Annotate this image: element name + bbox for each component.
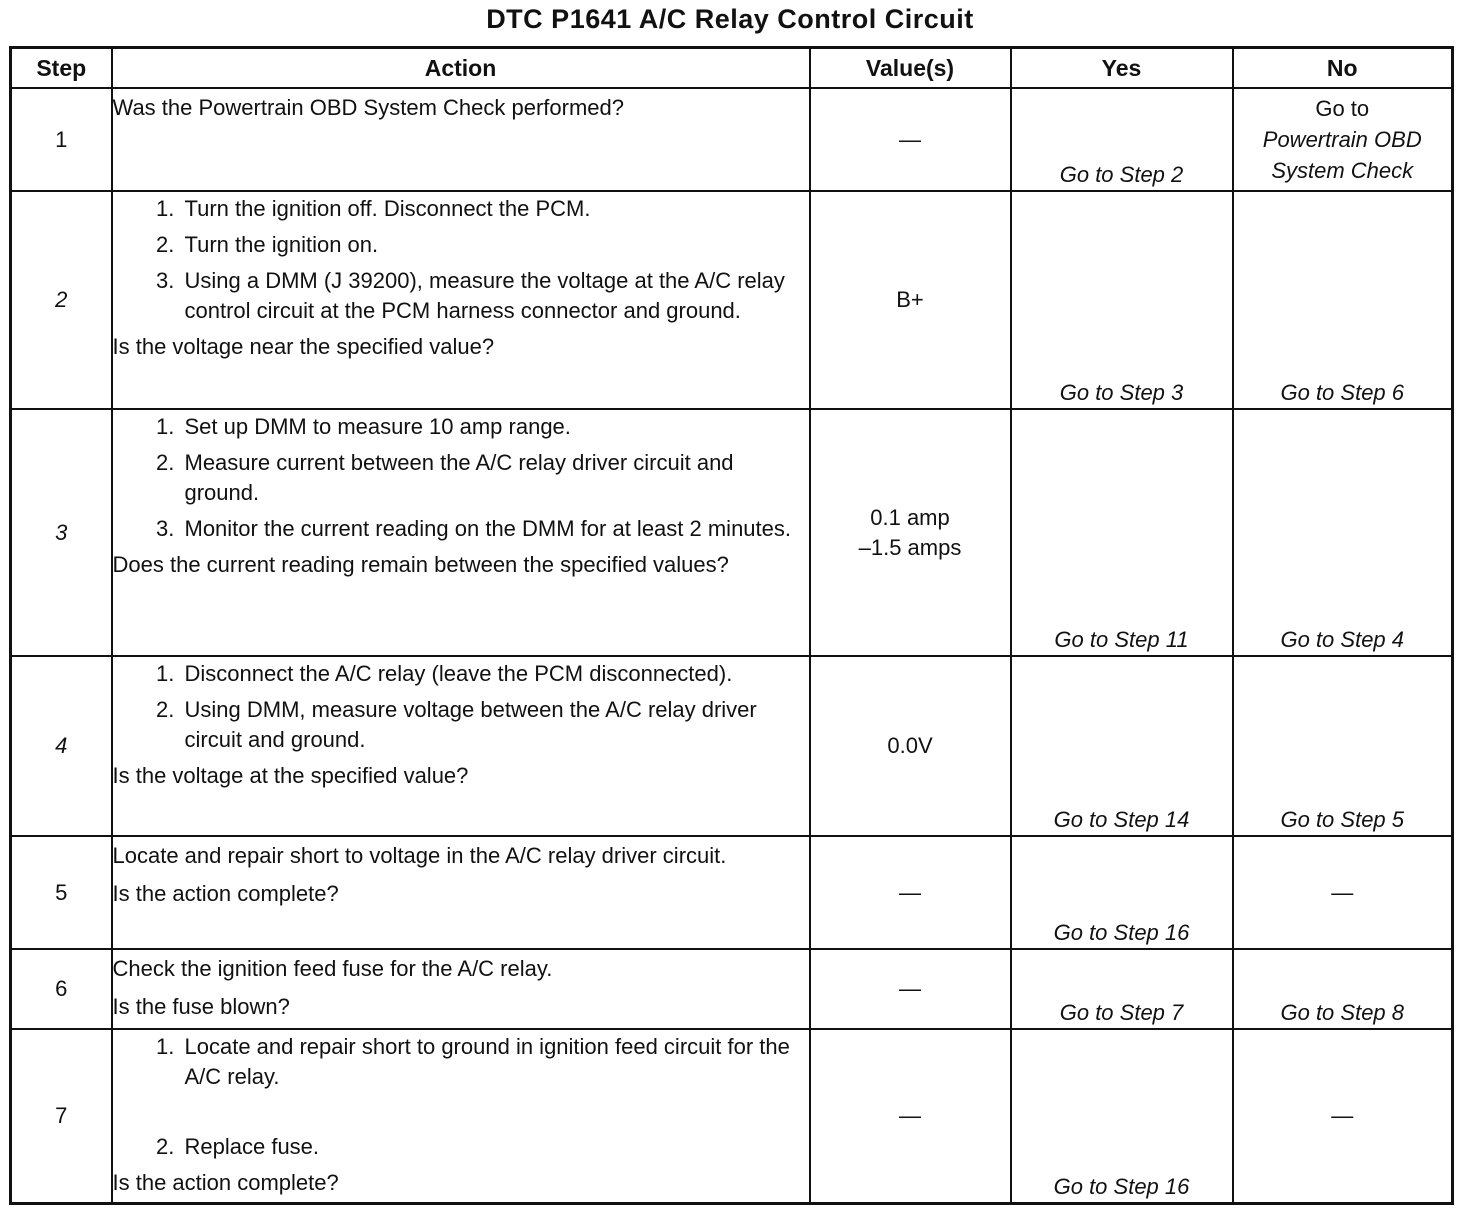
step-number: 6 xyxy=(11,949,112,1029)
step-number: 3 xyxy=(11,409,112,656)
no-link[interactable]: Go to Step 4 xyxy=(1233,409,1453,656)
yes-link[interactable]: Go to Step 16 xyxy=(1011,1029,1233,1203)
yes-link[interactable]: Go to Step 11 xyxy=(1011,409,1233,656)
yes-link[interactable]: Go to Step 3 xyxy=(1011,191,1233,409)
action-cell xyxy=(112,191,810,409)
value-cell: 0.0V xyxy=(810,656,1011,836)
action-cell xyxy=(112,88,810,191)
action-question: Is the action complete? xyxy=(112,1170,339,1195)
action-cell xyxy=(112,949,810,1029)
value-line1: 0.1 amp xyxy=(870,504,950,530)
diagnostic-table xyxy=(9,46,1454,1205)
value-cell: — xyxy=(810,88,1011,191)
action-step-item: 1. Locate and repair short to ground in ignition feed circuit for the A/C relay. xyxy=(181,1032,809,1092)
step-number: 4 xyxy=(11,656,112,836)
action-cell xyxy=(112,656,810,836)
table-row xyxy=(11,88,1453,191)
value-cell xyxy=(810,409,1011,656)
action-step-item: 1. Disconnect the A/C relay (leave the PCM disconnected). xyxy=(181,659,809,689)
step-number: 2 xyxy=(11,191,112,409)
value-line2: –1.5 amps xyxy=(858,534,962,560)
action-step-item: 3. Using a DMM (J 39200), measure the voltage at the A/C relay control circuit at the PCM harness connector and ground. xyxy=(181,266,809,326)
yes-link[interactable]: Go to Step 16 xyxy=(1011,836,1233,949)
action-cell xyxy=(112,409,810,656)
action-steps xyxy=(113,1032,809,1162)
action-text: Locate and repair short to voltage in the A/C relay driver circuit. xyxy=(112,843,727,868)
action-cell xyxy=(112,836,810,949)
action-step-item: 1. Set up DMM to measure 10 amp range. xyxy=(181,412,809,442)
no-link-line2: Powertrain OBD xyxy=(1262,127,1422,152)
action-question: Is the voltage near the specified value? xyxy=(112,334,495,359)
no-link-line1: Go to xyxy=(1315,96,1370,121)
table-row xyxy=(11,949,1453,1029)
table-row xyxy=(11,191,1453,409)
action-question: Is the fuse blown? xyxy=(112,994,290,1019)
step-number: 1 xyxy=(11,88,112,191)
step-number: 5 xyxy=(11,836,112,949)
action-steps xyxy=(113,412,809,544)
page-title: DTC P1641 A/C Relay Control Circuit xyxy=(486,4,974,34)
no-link-line3: System Check xyxy=(1271,158,1414,183)
action-step-item: 1. Turn the ignition off. Disconnect the PCM. xyxy=(181,194,809,224)
action-text: Check the ignition feed fuse for the A/C relay. xyxy=(112,956,553,981)
action-step-item: 2. Turn the ignition on. xyxy=(181,230,809,260)
header-values: Value(s) xyxy=(810,48,1011,89)
table-row xyxy=(11,1029,1453,1203)
action-question: Was the Powertrain OBD System Check performed? xyxy=(112,95,624,120)
header-yes: Yes xyxy=(1011,48,1233,89)
no-cell: — xyxy=(1233,836,1453,949)
action-steps xyxy=(113,194,809,326)
value-cell: — xyxy=(810,949,1011,1029)
no-cell[interactable] xyxy=(1233,88,1453,191)
value-cell: — xyxy=(810,1029,1011,1203)
table-row xyxy=(11,409,1453,656)
yes-link[interactable]: Go to Step 2 xyxy=(1011,88,1233,191)
action-step-item: 2. Replace fuse. xyxy=(181,1132,809,1162)
table-row xyxy=(11,836,1453,949)
header-action: Action xyxy=(112,48,810,89)
header-step: Step xyxy=(11,48,112,89)
value-cell: B+ xyxy=(810,191,1011,409)
action-question: Is the action complete? xyxy=(112,881,339,906)
action-steps xyxy=(113,659,809,755)
yes-link[interactable]: Go to Step 14 xyxy=(1011,656,1233,836)
action-question: Does the current reading remain between the specified values? xyxy=(112,552,729,577)
header-no: No xyxy=(1233,48,1453,89)
yes-link[interactable]: Go to Step 7 xyxy=(1011,949,1233,1029)
header-row xyxy=(11,48,1453,89)
table-row xyxy=(11,656,1453,836)
action-step-item: 3. Monitor the current reading on the DMM for at least 2 minutes. xyxy=(181,514,809,544)
action-question: Is the voltage at the specified value? xyxy=(112,763,469,788)
no-link[interactable]: Go to Step 5 xyxy=(1233,656,1453,836)
step-number: 7 xyxy=(11,1029,112,1203)
no-link[interactable]: Go to Step 6 xyxy=(1233,191,1453,409)
action-cell xyxy=(112,1029,810,1203)
no-link[interactable]: Go to Step 8 xyxy=(1233,949,1453,1029)
no-cell: — xyxy=(1233,1029,1453,1203)
value-cell: — xyxy=(810,836,1011,949)
action-step-item: 2. Using DMM, measure voltage between the A/C relay driver circuit and ground. xyxy=(181,695,809,755)
action-step-item: 2. Measure current between the A/C relay driver circuit and ground. xyxy=(181,448,809,508)
